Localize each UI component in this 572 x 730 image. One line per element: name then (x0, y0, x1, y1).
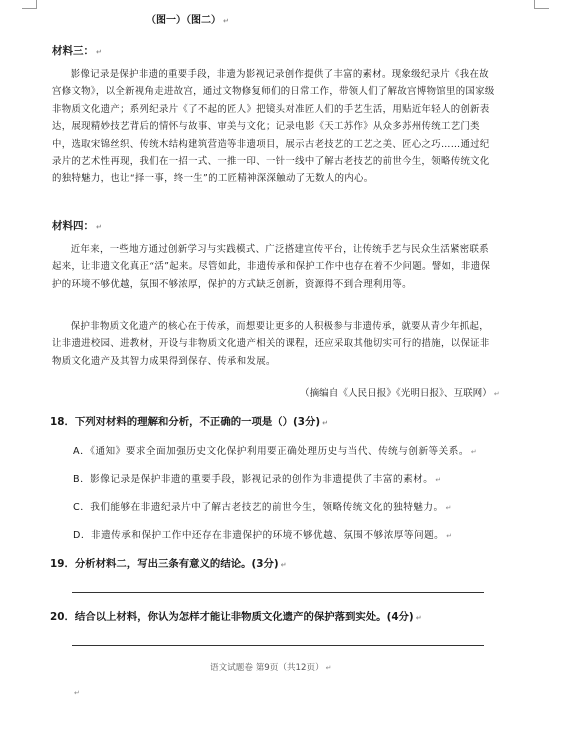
figure-caption: （图一）（图二） ↵ (146, 15, 229, 26)
question-18-option-d: D．非遗传承和保护工作中还存在非遗保护的环境不够优越、氛围不够浓厚等问题。 ↵ (73, 530, 453, 541)
paragraph-mark-icon: ↵ (280, 561, 287, 569)
crop-mark-top-right (534, 0, 549, 9)
question-19-stem: 19．分析材料二，写出三条有意义的结论。(3分) ↵ (50, 558, 287, 570)
paragraph-mark-icon: ↵ (322, 419, 329, 427)
paragraph-mark-icon: ↵ (493, 390, 500, 398)
material3-paragraph: 影像记录是保护非遗的重要手段，非遗为影视记录创作提供了丰富的素材。现象级纪录片《我在故宫修文物》，以全新视角走进故宫，通过文物修复师们的日常工作，带领人们了解故宫博物馆里的国家级非物质文化遗产；系列纪录片《了不起的匠人》把镜头对准匠人们的手艺生活，用贴近年轻人的创新表达，展现精妙技艺背后的情怀与故事、审美与文化；记录电影《天工苏作》从众多苏州传统工艺门类中，选取宋锦丝织、传统木结构建筑营造等非遗项目，展示古老技艺的工艺之美、匠心之巧……通过纪录片的艺术性再现，我们在一招一式、一推一印、一针一线中了解古老技艺的前世今生，领略传统文化的独特魅力，也让“择一事，终一生”的工匠精神深深触动了无数人的内心。 (52, 69, 495, 185)
paragraph-mark-icon: ↵ (470, 448, 478, 456)
paragraph-mark-icon: ↵ (74, 689, 80, 697)
question-19-answer-line[interactable] (72, 592, 484, 593)
material4-paragraph-2: 保护非物质文化遗产的核心在于传承，而想要让更多的人积极参与非遗传承，就要从青少年抓起，让非遗进校园、进教材，开设与非物质文化遗产相关的课程，还应采取其他切实可行的措施，以保证非物质文化遗产及其智力成果得到保存、传承和发展。 (52, 321, 490, 367)
paragraph-mark-icon: ↵ (415, 614, 422, 622)
crop-mark-top-left (22, 0, 37, 9)
source-citation: （摘编自《人民日报》《光明日报》、互联网） ↵ (300, 388, 500, 399)
paragraph-mark-icon: ↵ (435, 476, 442, 484)
material3-heading: 材料三： ↵ (52, 45, 102, 57)
paragraph-mark-icon: ↵ (96, 48, 102, 56)
paragraph-mark-icon: ↵ (446, 532, 453, 540)
paragraph-mark-icon: ↵ (223, 17, 229, 25)
page-footer: 语文试题卷 第9页（共12页） ↵ (210, 663, 332, 673)
question-18-option-b: B．影像记录是保护非遗的重要手段，影视记录的创作为非遗提供了丰富的素材。 ↵ (73, 474, 442, 485)
question-20-answer-line[interactable] (72, 645, 484, 646)
question-20-stem: 20．结合以上材料，你认为怎样才能让非物质文化遗产的保护落到实处。(4分) ↵ (50, 611, 422, 623)
paragraph-mark-icon: ↵ (325, 664, 332, 672)
paragraph-mark-icon: ↵ (96, 223, 102, 231)
material4-heading: 材料四： ↵ (52, 220, 102, 232)
question-18-option-c: C．我们能够在非遗纪录片中了解古老技艺的前世今生，领略传统文化的独特魅力。 ↵ (73, 502, 452, 513)
question-18-stem: 18．下列对材料的理解和分析，不正确的一项是（）(3分) ↵ (50, 416, 329, 428)
paragraph-mark-icon: ↵ (445, 504, 452, 512)
material4-paragraph-1: 近年来，一些地方通过创新学习与实践模式、广泛搭建宣传平台，让传统手艺与民众生活紧密联系起来，让非遗文化真正“活”起来。尽管如此，非遗传承和保护工作中也存在着不少问题。譬如，非遗保护的环境不够优越，氛围不够浓厚，保护的方式缺乏创新，资源得不到合理利用等。 (52, 244, 491, 290)
question-18-option-a: A．《通知》要求全面加强历史文化保护利用要正确处理历史与当代、传统与创新等关系。 ↵ (73, 446, 478, 457)
